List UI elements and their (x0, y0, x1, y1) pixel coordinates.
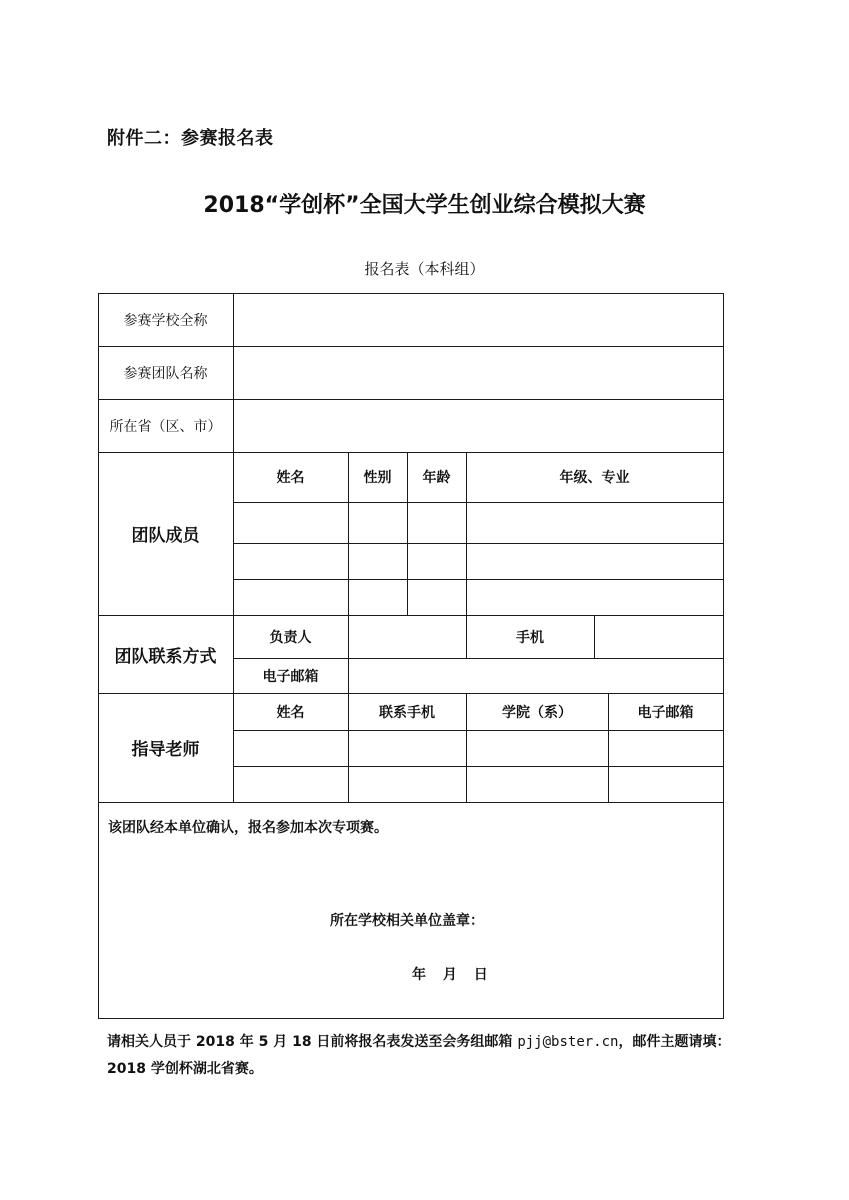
phone-field[interactable] (595, 616, 723, 658)
date-label: 年 月 日 (412, 967, 488, 983)
team-name-label: 参赛团队名称 (123, 365, 208, 382)
member-grade-major-header: 年级、专业 (559, 470, 630, 486)
team-contact-label: 团队联系方式 (114, 646, 217, 667)
footer-text-1: 请相关人员于 2018 年 5 月 18 日前将报名表发送至会务组邮箱 (107, 1034, 518, 1050)
member-name-header: 姓名 (276, 470, 305, 486)
footer-note (107, 1029, 747, 1083)
member-row-1[interactable] (234, 503, 723, 543)
province-field[interactable] (234, 400, 723, 452)
leader-label: 负责人 (269, 629, 312, 646)
school-name-label: 参赛学校全称 (123, 312, 208, 329)
attachment-label: 附件二：参赛报名表 (107, 128, 274, 149)
member-age-header: 年龄 (422, 470, 451, 486)
leader-field[interactable] (349, 616, 466, 658)
member-row-3[interactable] (234, 580, 723, 615)
page-title: 2018“学创杯”全国大学生创业综合模拟大赛 (203, 193, 646, 218)
advisor-row-2[interactable] (234, 767, 723, 802)
school-name-field[interactable] (234, 294, 723, 346)
advisor-row-1[interactable] (234, 731, 723, 766)
footer-text-2: ，邮件主题请填：2018 学创杯湖北省赛。 (107, 1034, 731, 1077)
stamp-label: 所在学校相关单位盖章： (330, 913, 484, 929)
phone-label: 手机 (516, 629, 544, 646)
member-row-2[interactable] (234, 544, 723, 579)
email-label: 电子邮箱 (262, 668, 319, 685)
confirmation-text: 该团队经本单位确认，报名参加本次专项赛。 (108, 820, 388, 836)
province-label: 所在省（区、市） (109, 418, 222, 435)
email-field[interactable] (349, 659, 723, 693)
member-gender-header: 性别 (363, 470, 392, 486)
contact-email-link[interactable]: pjj@bster.cn (517, 1034, 619, 1050)
advisor-college-header: 学院（系） (502, 704, 572, 721)
advisor-name-header: 姓名 (276, 704, 305, 721)
form-subtitle: 报名表（本科组） (364, 260, 485, 278)
team-members-label: 团队成员 (131, 526, 200, 546)
advisor-email-header: 电子邮箱 (637, 704, 694, 721)
advisor-phone-header: 联系手机 (379, 704, 435, 721)
team-name-field[interactable] (234, 347, 723, 399)
advisor-label: 指导老师 (131, 740, 200, 760)
